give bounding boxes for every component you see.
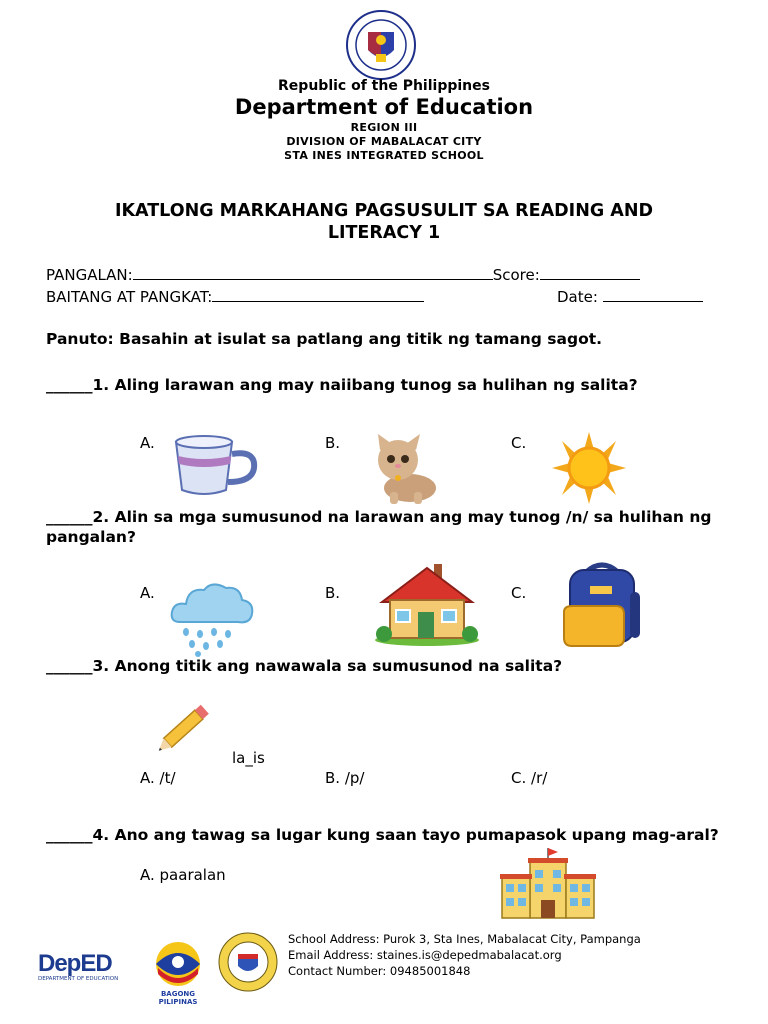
header-department: Department of Education — [234, 95, 534, 119]
question-4: ______4. Ano ang tawag sa lugar kung saan tayo pumapasok upang mag-aral? — [46, 826, 719, 844]
q3-option-a: A. /t/ — [140, 769, 176, 787]
q4-option-a: A. paaralan — [140, 866, 226, 884]
school-seal-icon — [218, 932, 278, 992]
exam-title-line1: IKATLONG MARKAHANG PAGSUSULIT SA READING AND — [114, 201, 654, 221]
q3-option-c: C. /r/ — [511, 769, 548, 787]
grade-line[interactable] — [212, 287, 424, 302]
name-line[interactable] — [133, 265, 493, 280]
date-line[interactable] — [603, 287, 703, 302]
q2-option-a: A. — [140, 584, 155, 602]
deped-seal-icon — [346, 10, 416, 80]
question-1: ______1. Aling larawan ang may naiibang tunog sa hulihan ng salita? — [46, 376, 638, 394]
footer-email[interactable]: Email Address: staines.is@depedmabalacat.org — [288, 948, 562, 962]
bagong-pilipinas-logo — [144, 938, 212, 1006]
date-field[interactable] — [557, 287, 703, 306]
deped-logo — [38, 950, 122, 994]
question-2: ______2. Alin sa mga sumusunod na larawan ang may tunog /n/ sa hulihan ng pangalan? — [46, 508, 712, 546]
deped-logo-sub: DEPARTMENT OF EDUCATION — [38, 976, 119, 982]
sun-icon — [550, 432, 628, 504]
date-label: Date: — [557, 288, 598, 306]
name-field[interactable] — [46, 265, 640, 284]
header-republic: Republic of the Philippines — [278, 78, 490, 94]
footer-contact: Contact Number: 09485001848 — [288, 964, 471, 978]
footer-address: School Address: Purok 3, Sta Ines, Mabalacat City, Pampanga — [288, 932, 641, 946]
score-line[interactable] — [540, 265, 640, 280]
question-3: ______3. Anong titik ang nawawala sa sumusunod na salita? — [46, 657, 563, 675]
backpack-icon — [560, 562, 644, 648]
q1-option-a: A. — [140, 434, 155, 452]
cup-icon — [170, 432, 260, 498]
bagong-pilipinas-text: BAGONG PILIPINAS — [158, 990, 198, 1006]
grade-field[interactable] — [46, 287, 424, 306]
q1-option-c: C. — [511, 434, 527, 452]
rain-cloud-icon — [170, 578, 254, 658]
header-school: STA INES INTEGRATED SCHOOL — [284, 149, 484, 162]
header-region: REGION III — [350, 121, 418, 134]
q2-option-b: B. — [325, 584, 341, 602]
name-label: PANGALAN: — [46, 266, 133, 284]
school-building-icon — [500, 848, 596, 920]
footer-contact-block — [288, 931, 641, 979]
house-icon — [374, 562, 480, 646]
exam-title — [0, 200, 768, 244]
q3-word: la_is — [232, 749, 265, 767]
deped-logo-text: DepED — [38, 950, 112, 977]
grade-label: BAITANG AT PANGKAT: — [46, 288, 213, 306]
bagong-pilipinas-emblem-icon — [144, 938, 212, 986]
pencil-icon — [154, 700, 214, 756]
exam-title-line2: LITERACY 1 — [327, 223, 441, 243]
header-division: DIVISION OF MABALACAT CITY — [286, 135, 482, 148]
q1-option-b: B. — [325, 434, 341, 452]
score-label: Score: — [492, 266, 540, 284]
cat-icon — [364, 432, 448, 508]
q2-option-c: C. — [511, 584, 527, 602]
q3-option-b: B. /p/ — [325, 769, 365, 787]
instructions: Panuto: Basahin at isulat sa patlang ang titik ng tamang sagot. — [46, 330, 603, 348]
